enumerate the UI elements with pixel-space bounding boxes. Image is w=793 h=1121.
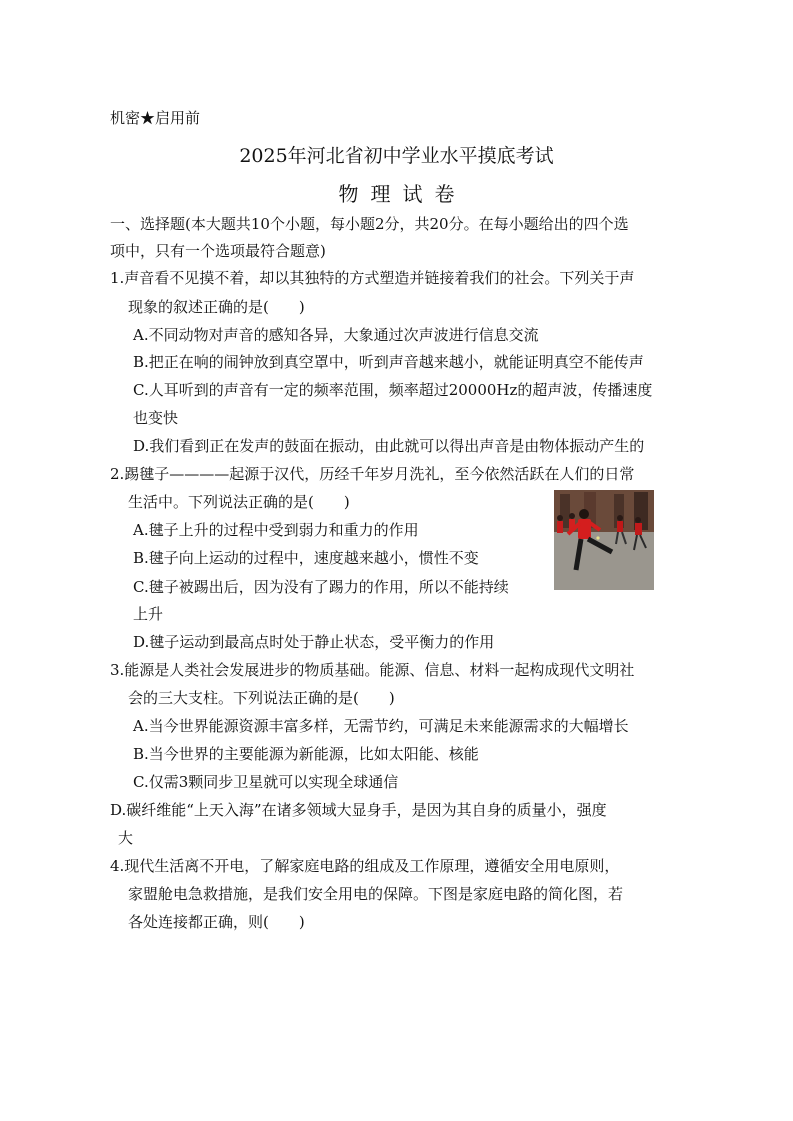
- shuttlecock-kicking-photo: [554, 490, 654, 590]
- q3-option-c: C.仅需3颗同步卫星就可以实现全球通信: [133, 773, 399, 791]
- q3-option-b: B.当今世界的主要能源为新能源，比如太阳能、核能: [133, 745, 479, 763]
- q3-option-a: A.当今世界能源资源丰富多样，无需节约，可满足未来能源需求的大幅增长: [133, 717, 629, 735]
- q3-option-d-cont: 大: [118, 829, 134, 847]
- section-heading-cont: 项中，只有一个选项最符合题意): [110, 242, 326, 260]
- q4-stem-cont: 家盟舱电急救措施，是我们安全用电的保障。下图是家庭电路的简化图，若: [128, 885, 624, 903]
- q2-option-b: B.毽子向上运动的过程中，速度越来越小，惯性不变: [133, 549, 479, 567]
- q2-option-c: C.毽子被踢出后，因为没有了踢力的作用，所以不能持续: [133, 578, 509, 596]
- q3-option-d: D.碳纤维能“上天入海”在诸多领域大显身手，是因为其自身的质量小，强度: [110, 801, 607, 819]
- confidential-mark: 机密★启用前: [110, 109, 201, 127]
- section-heading: 一、选择题(本大题共10个小题，每小题2分，共20分。在每小题给出的四个选: [110, 215, 629, 233]
- q1-option-c-cont: 也变快: [133, 409, 179, 427]
- q3-stem: 3.能源是人类社会发展进步的物质基础。能源、信息、材料一起构成现代文明社: [110, 661, 635, 679]
- q1-stem: 1.声音看不见摸不着，却以其独特的方式塑造并链接着我们的社会。下列关于声: [110, 269, 635, 287]
- q1-option-a: A.不同动物对声音的感知各异，大象通过次声波进行信息交流: [133, 326, 539, 344]
- q2-stem-cont: 生活中。下列说法正确的是( ): [128, 493, 350, 511]
- q2-option-a: A.毽子上升的过程中受到弱力和重力的作用: [133, 521, 419, 539]
- q1-stem-cont: 现象的叙述正确的是( ): [128, 298, 305, 316]
- exam-title: 2025年河北省初中学业水平摸底考试: [239, 145, 554, 167]
- q4-stem: 4.现代生活离不开电，了解家庭电路的组成及工作原理，遵循安全用电原则，: [110, 857, 620, 875]
- q4-stem-cont-2: 各处连接都正确，则( ): [128, 913, 305, 931]
- q3-stem-cont: 会的三大支柱。下列说法正确的是( ): [128, 689, 395, 707]
- q2-option-c-cont: 上升: [133, 605, 164, 623]
- q1-option-c: C.人耳听到的声音有一定的频率范围，频率超过20000Hz的超声波，传播速度: [133, 381, 653, 399]
- subject-title: 物理试卷: [338, 182, 467, 206]
- q2-stem: 2.踢毽子————起源于汉代，历经千年岁月洗礼，至今依然活跃在人们的日常: [110, 465, 635, 483]
- q1-option-b: B.把正在响的闹钟放到真空罩中，听到声音越来越小，就能证明真空不能传声: [133, 353, 644, 371]
- q2-option-d: D.毽子运动到最高点时处于静止状态，受平衡力的作用: [133, 633, 495, 651]
- q1-option-d: D.我们看到正在发声的鼓面在振动，由此就可以得出声音是由物体振动产生的: [133, 437, 645, 455]
